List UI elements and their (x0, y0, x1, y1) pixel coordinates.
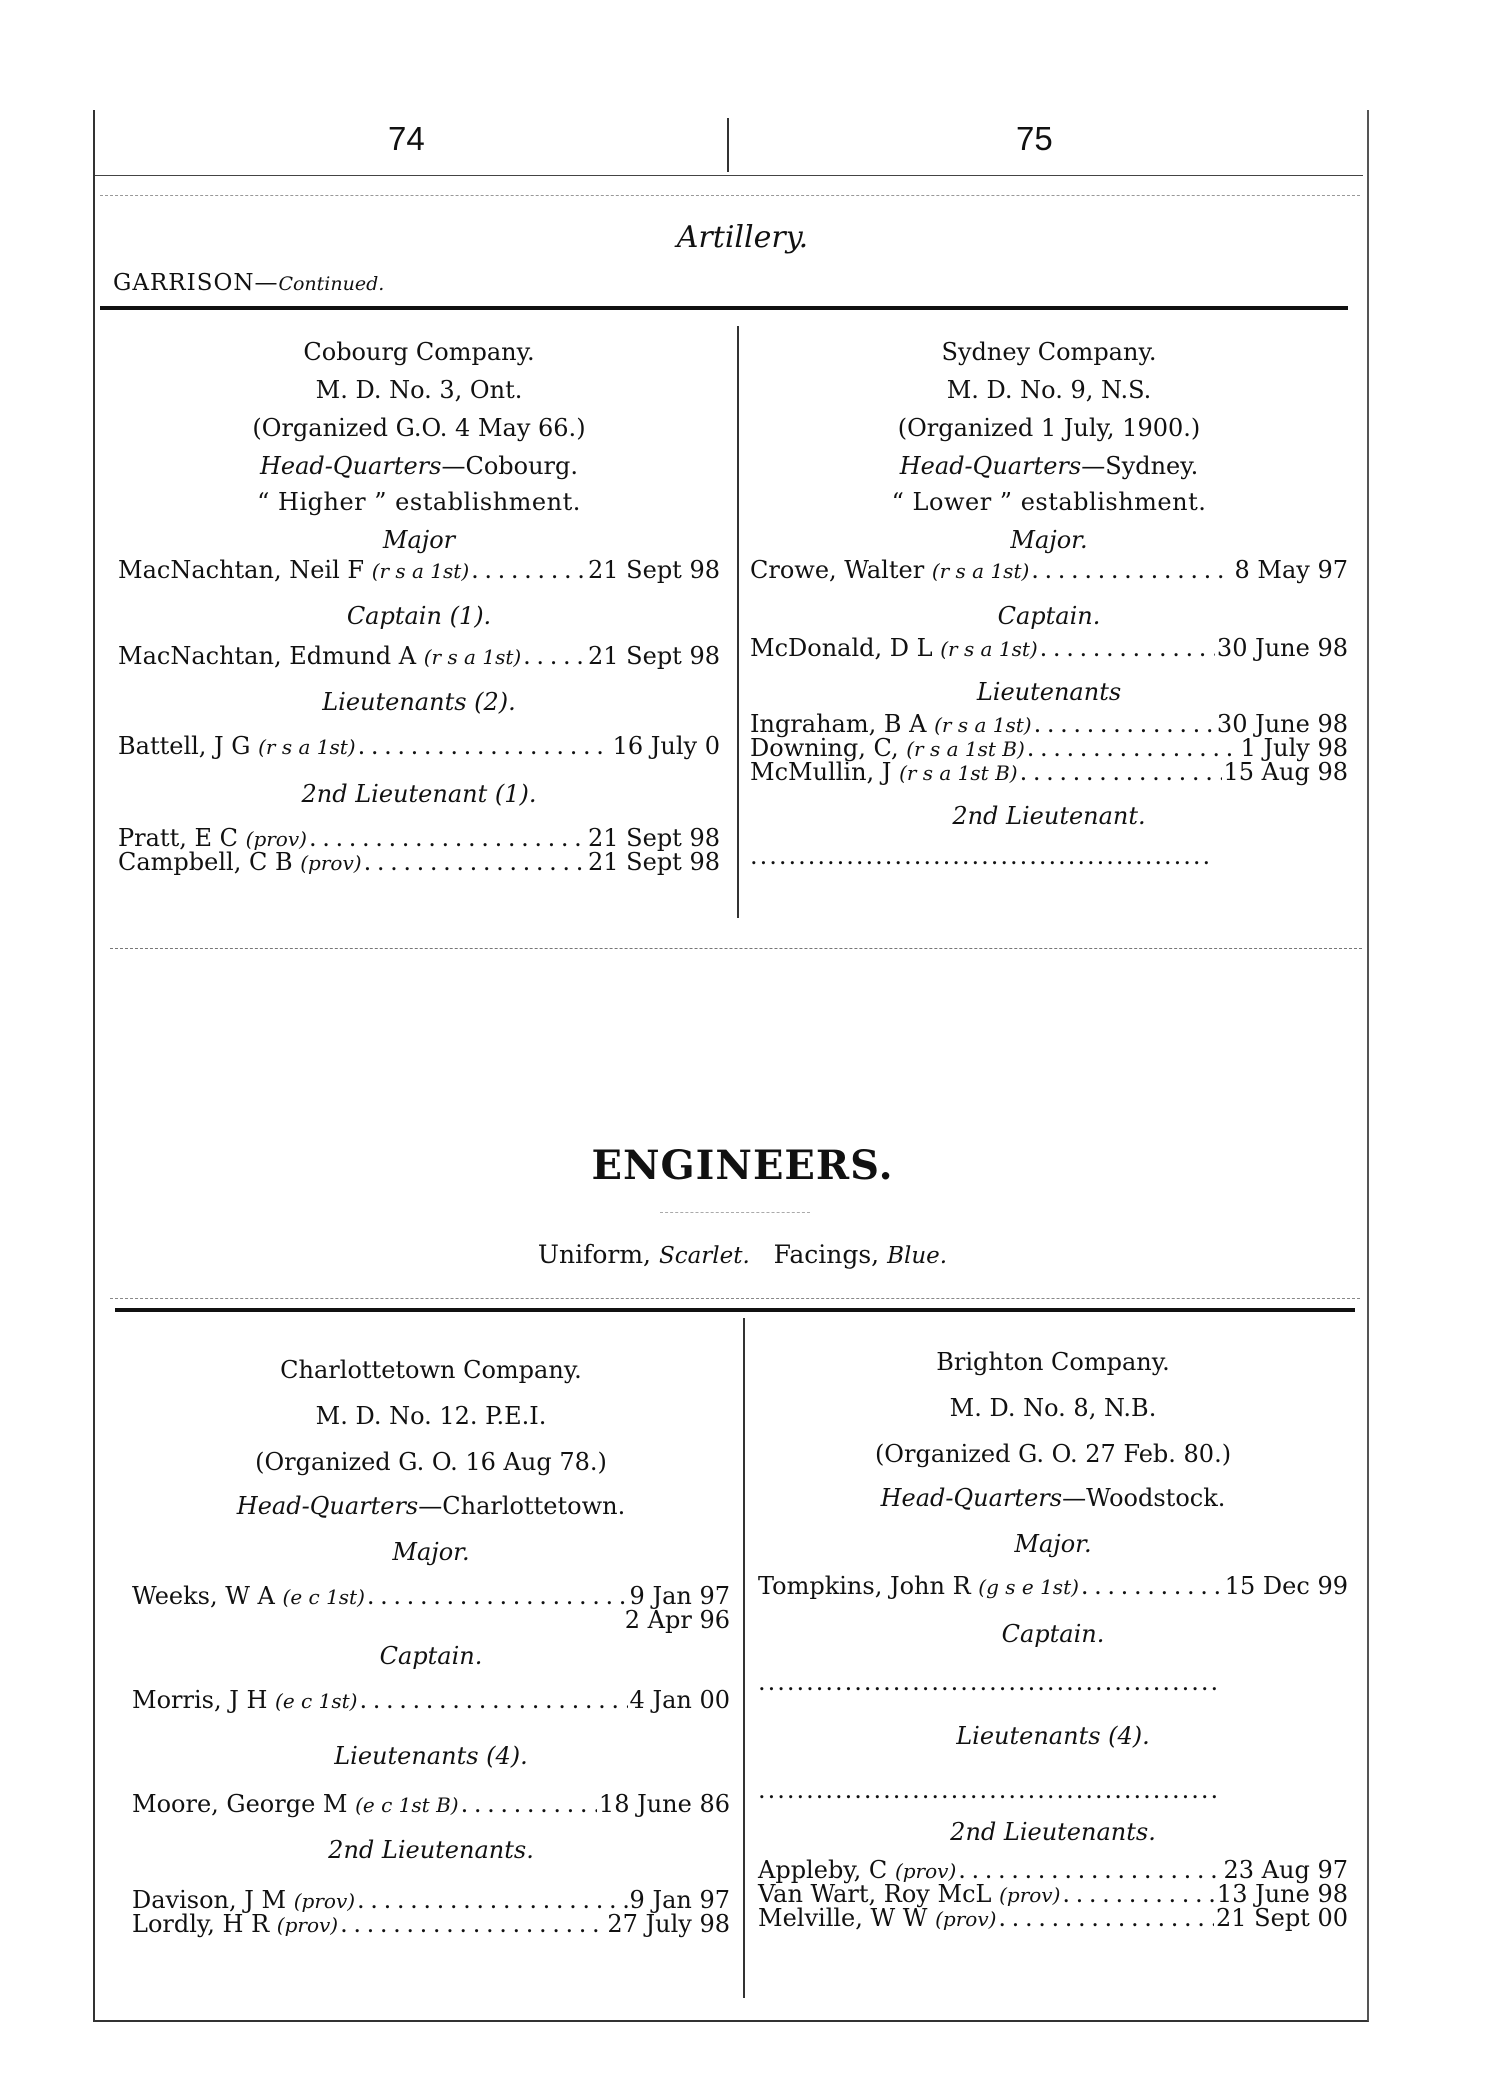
engineers-dashed-rule (110, 1298, 1360, 1299)
company-name: Brighton Company. (936, 1348, 1170, 1376)
headquarters-line: Head-Quarters—Charlottetown. (236, 1492, 626, 1520)
engineers-title-underline (660, 1212, 810, 1213)
officer-entry: McMullin, J (r s a 1st B) . . . 15 Aug 98 (750, 760, 1348, 784)
officer-entry: Van Wart, Roy McL (prov) . . . 13 June 98 (758, 1882, 1348, 1906)
uniform-facings-line: Uniform, Scarlet. Facings, Blue. (537, 1240, 948, 1269)
rank-heading-second-lieutenant: 2nd Lieutenant (1). (301, 780, 537, 808)
engineers-title: ENGINEERS. (591, 1142, 894, 1189)
rank-heading-major: Major (382, 526, 456, 554)
organized-note: (Organized G.O. 4 May 66.) (252, 414, 586, 442)
rank-heading-major: Major. (1010, 526, 1088, 554)
header-rule-2 (100, 195, 1360, 196)
vacant-position-dots: ................................................ (758, 1778, 1221, 1802)
rank-heading-captain: Captain (1). (346, 602, 492, 630)
right-page-number: 75 (1016, 120, 1053, 157)
officer-entry: Morris, J H (e c 1st) . . . 4 Jan 00 (132, 1688, 730, 1712)
organized-note: (Organized G. O. 16 Aug 78.) (255, 1448, 607, 1476)
running-title: Artillery. (676, 220, 809, 255)
rank-heading-lieutenants: Lieutenants (976, 678, 1122, 706)
vacant-position-dots: ................................................ (750, 844, 1213, 868)
military-district: M. D. No. 8, N.B. (949, 1394, 1157, 1422)
rank-heading-lieutenants: Lieutenants (4). (956, 1722, 1150, 1750)
rank-heading-lieutenants: Lieutenants (4). (334, 1742, 528, 1770)
garrison-heading: GARRISON—Continued. (113, 270, 385, 296)
rank-heading-captain: Captain. (379, 1642, 483, 1670)
engineers-top-rule (115, 1308, 1355, 1312)
officer-entry: MacNachtan, Neil F (r s a 1st) . . . 21 Sept 98 (118, 558, 720, 582)
military-district: M. D. No. 3, Ont. (315, 376, 523, 404)
engineers-column-divider (743, 1318, 745, 1998)
officer-entry: Downing, C, (r s a 1st B) . . . 1 July 98 (750, 736, 1348, 760)
establishment-line: “ Higher ” establishment. (257, 488, 581, 516)
organized-note: (Organized 1 July, 1900.) (897, 414, 1201, 442)
rank-heading-captain: Captain. (1001, 1620, 1105, 1648)
artillery-column-divider (737, 326, 739, 918)
brighton-company-column (758, 1350, 1348, 1930)
officer-entry: Crowe, Walter (r s a 1st) . . . 8 May 97 (750, 558, 1348, 582)
rank-heading-second-lieutenants: 2nd Lieutenants. (950, 1818, 1156, 1846)
military-district: M. D. No. 12. P.E.I. (315, 1402, 547, 1430)
establishment-line: “ Lower ” establishment. (891, 488, 1207, 516)
officer-entry: Davison, J M (prov) . . . 9 Jan 97 (132, 1888, 730, 1912)
header-rule (95, 175, 1363, 176)
officer-entry: Campbell, C B (prov) . . . 21 Sept 98 (118, 850, 720, 874)
rank-heading-major: Major. (392, 1538, 470, 1566)
charlottetown-company-column (132, 1358, 730, 1936)
officer-entry-extra-date: 2 Apr 96 (624, 1606, 730, 1634)
officer-entry: Tompkins, John R (g s e 1st) . . . 15 Dec 99 (758, 1574, 1348, 1598)
page-number-divider (727, 118, 729, 172)
rank-heading-second-lieutenants: 2nd Lieutenants. (328, 1836, 534, 1864)
officer-entry: Ingraham, B A (r s a 1st) . . . 30 June 98 (750, 712, 1348, 736)
rank-heading-major: Major. (1014, 1530, 1092, 1558)
sydney-company-column (750, 340, 1348, 868)
vacant-position-dots: ................................................ (758, 1670, 1221, 1694)
officer-entry: McDonald, D L (r s a 1st) . . . 30 June 98 (750, 636, 1348, 660)
officer-entry: Moore, George M (e c 1st B) . . . 18 June 86 (132, 1792, 730, 1816)
officer-entry: Pratt, E C (prov) . . . 21 Sept 98 (118, 826, 720, 850)
officer-entry: Lordly, H R (prov) . . . 27 July 98 (132, 1912, 730, 1936)
officer-entry: Appleby, C (prov) . . . 23 Aug 97 (758, 1858, 1348, 1882)
headquarters-line: Head-Quarters—Cobourg. (259, 452, 578, 480)
headquarters-line: Head-Quarters—Sydney. (899, 452, 1199, 480)
rank-heading-second-lieutenant: 2nd Lieutenant. (952, 802, 1146, 830)
rank-heading-captain: Captain. (997, 602, 1101, 630)
officer-entry: Battell, J G (r s a 1st) . . . 16 July 0 (118, 734, 720, 758)
left-page-number: 74 (388, 120, 425, 157)
organized-note: (Organized G. O. 27 Feb. 80.) (874, 1440, 1232, 1468)
officer-entry: Weeks, W A (e c 1st) . . . 9 Jan 97 (132, 1584, 730, 1608)
company-name: Sydney Company. (941, 338, 1157, 366)
company-name: Charlottetown Company. (280, 1356, 582, 1384)
artillery-bottom-rule (110, 948, 1362, 949)
officer-entry: MacNachtan, Edmund A (r s a 1st) . . . 21 Sept 98 (118, 644, 720, 668)
rank-heading-lieutenants: Lieutenants (2). (322, 688, 516, 716)
headquarters-line: Head-Quarters—Woodstock. (880, 1484, 1226, 1512)
company-name: Cobourg Company. (303, 338, 535, 366)
cobourg-company-column (118, 340, 720, 874)
officer-entry: Melville, W W (prov) . . . 21 Sept 00 (758, 1906, 1348, 1930)
artillery-top-rule (100, 306, 1348, 310)
military-district: M. D. No. 9, N.S. (946, 376, 1152, 404)
